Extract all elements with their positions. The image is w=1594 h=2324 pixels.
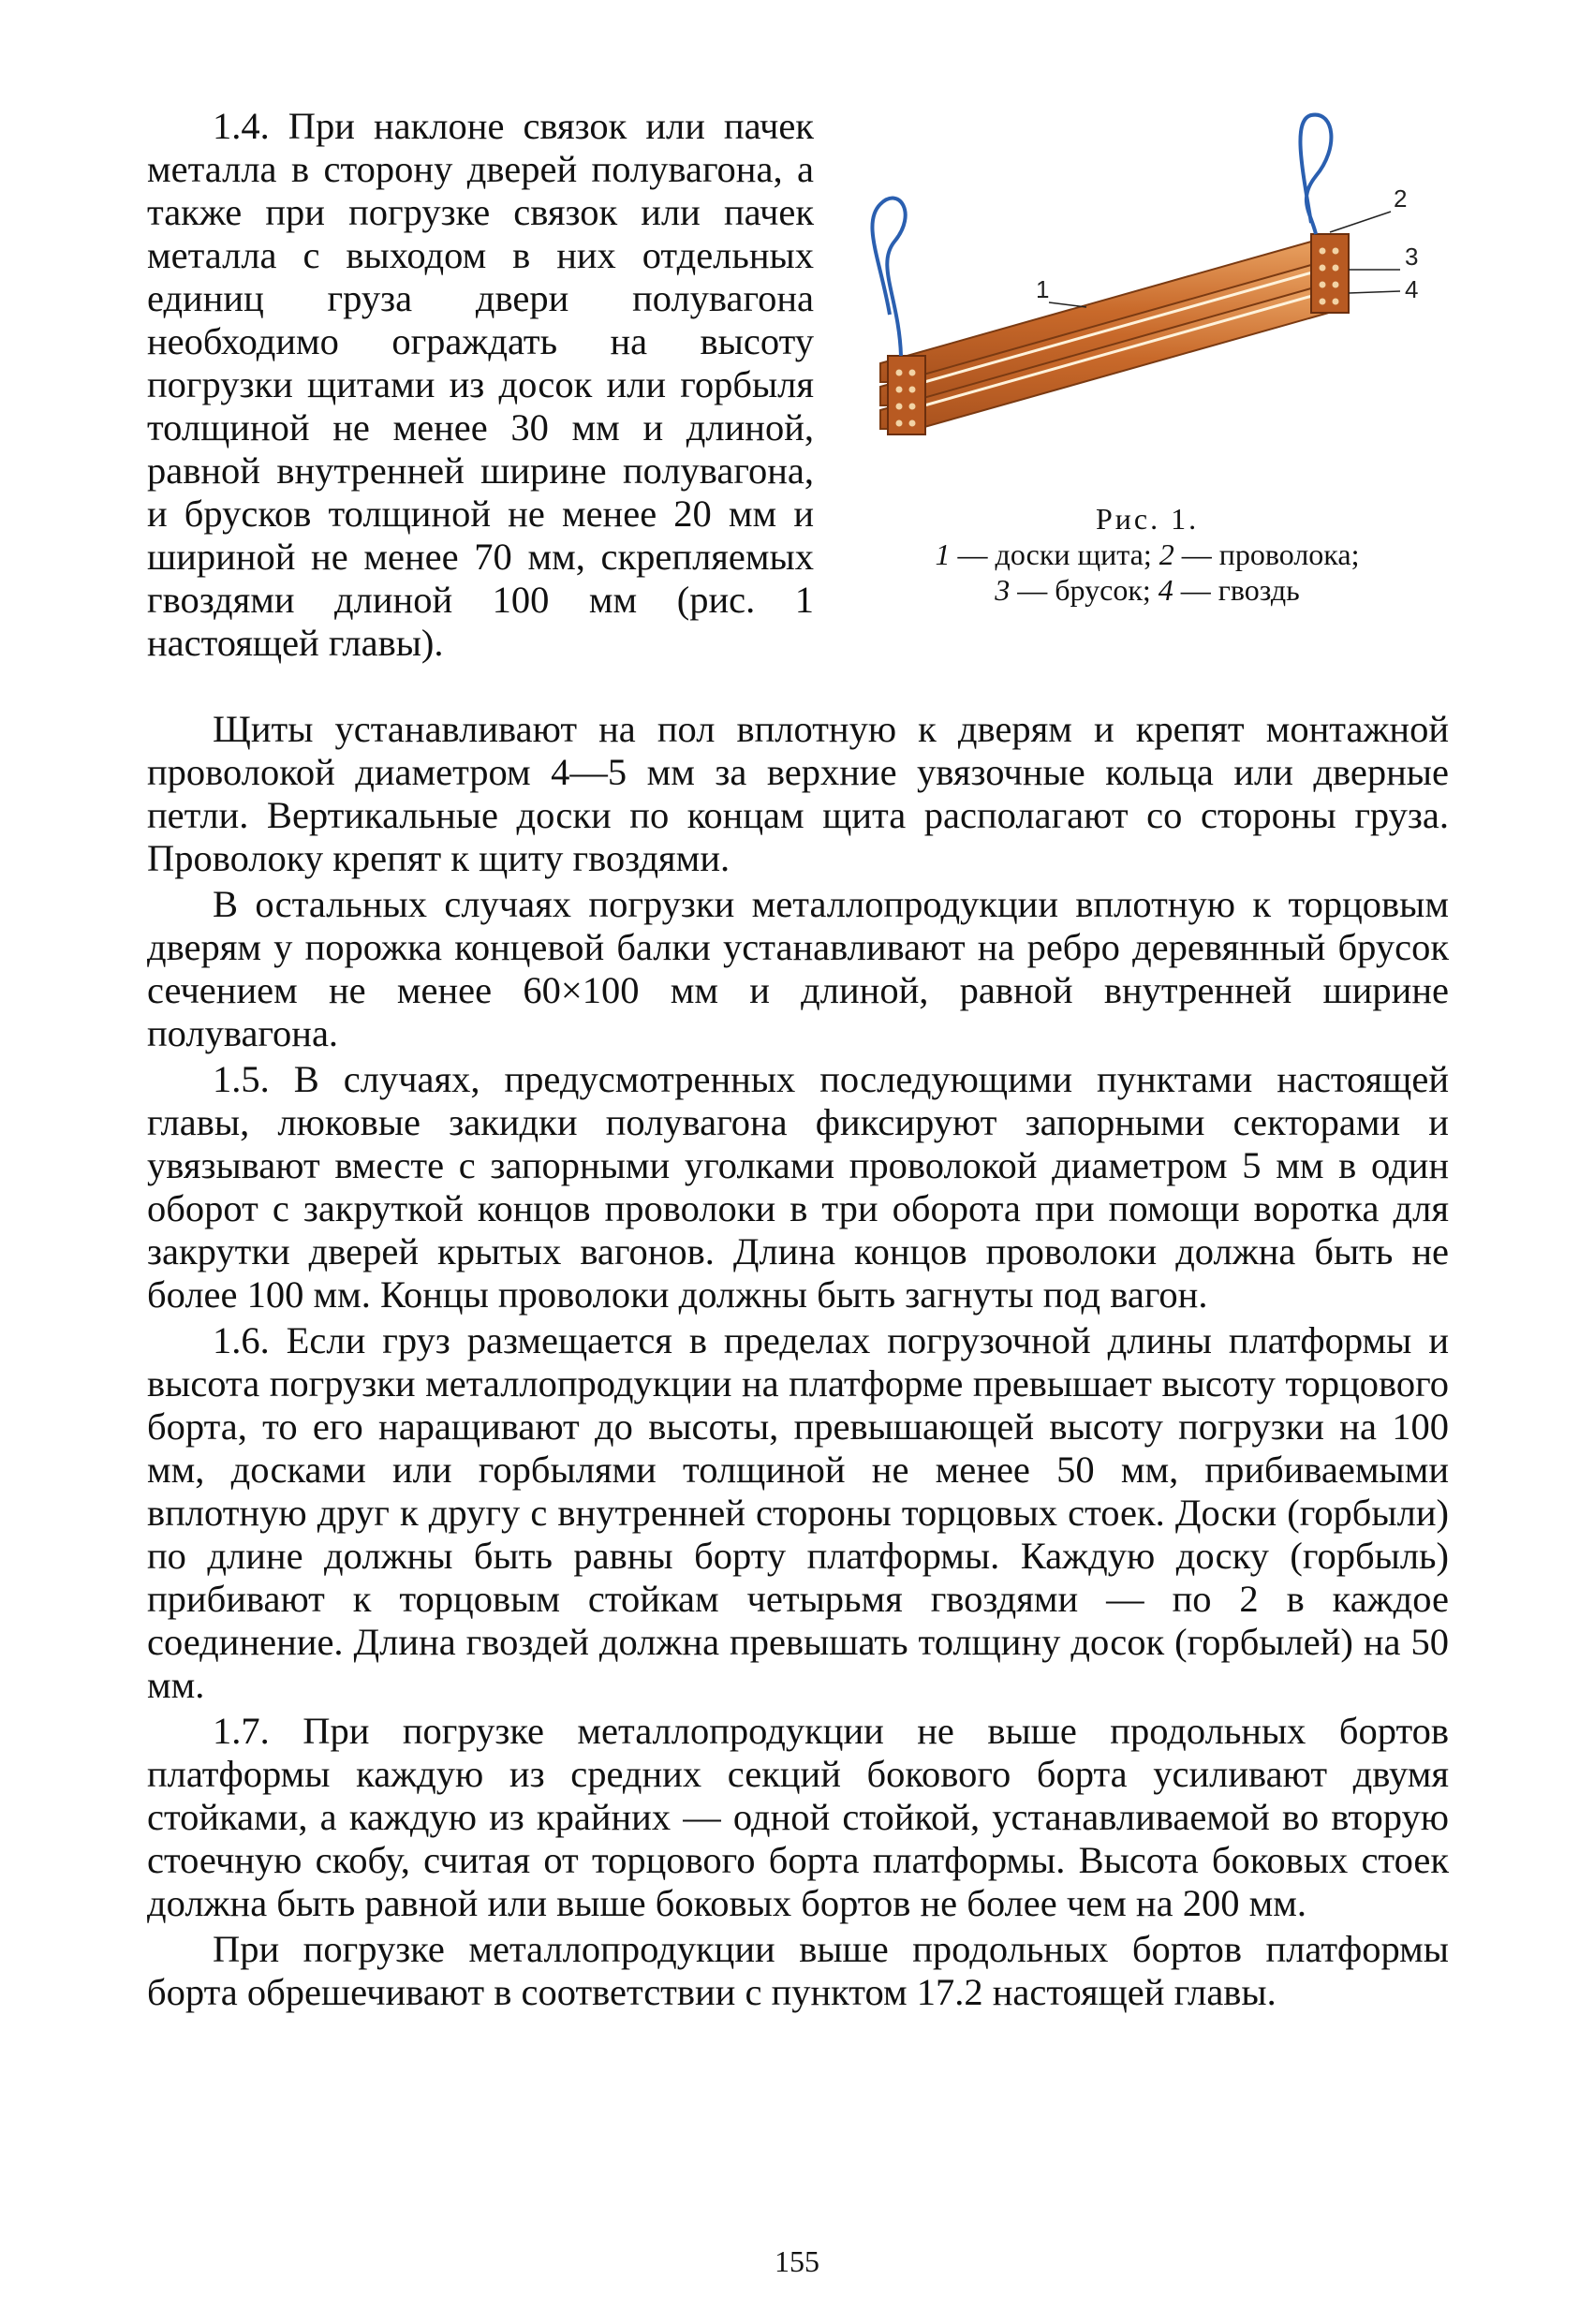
callout-2: 2 — [1394, 184, 1408, 213]
paragraph-shields-installation: Щиты устанавливают на пол вплотную к дверям и крепят монтажной проволокой диаметром 4—5 мм за верхние увязочные кольца или дверные петли. Вертикальные доски по концам щита располагают со стороны груза. Проволоку крепят к щиту гвоздями. — [147, 708, 1449, 879]
page-number: 155 — [775, 2244, 819, 2278]
shield-planks — [880, 242, 1349, 429]
section-1-4 — [147, 105, 814, 665]
paragraph-1-6: 1.6. Если груз размещается в пределах погрузочной длины платформы и высота погрузки металлопродукции на платформе превышает высоту торцового борта, то его наращивают до высоты, превышающей высоту погрузки на 100 мм, досками или горбылями толщиной не менее 50 мм, прибиваемыми вплотную друг к другу с внутренней стороны торцовых стоек. Доски (горбыли) по длине должны быть равны борту платформы. Каждую доску (горбыль) прибивают к торцовым стойкам четырьмя гвоздями — по 2 в каждое соединение. Длина гвоздей должна превышать толщину досок (горбылей) на 50 мм. — [147, 1319, 1449, 1706]
main-text — [147, 708, 1449, 2017]
paragraph-1-5: 1.5. В случаях, предусмотренных последующими пунктами настоящей главы, люковые закидки полувагона фиксируют запорными секторами и увязывают вместе с запорными уголками проволокой диаметром 5 мм в один оборот с закруткой концов проволоки в три оборота при помощи воротка для закрутки дверей крытых вагонов. Длина концов проволоки должна быть не более 100 мм. Концы проволоки должны быть загнуты под вагон. — [147, 1058, 1449, 1316]
figure-legend-line-2: 3 — брусок; 4 — гвоздь — [995, 573, 1300, 607]
paragraph-1-4: 1.4. При наклоне связок или пачек металла в сторону дверей полувагона, а также при погрузке связок или пачек металла с выходом в них отдельных единиц груза двери полувагона необходимо ограждать на высоту погрузки щитами из досок или горбыля толщиной не менее 30 мм и длиной, равной внутренней ширине полувагона, и брусков толщиной не менее 20 мм и шириной не менее 70 мм, скрепляемых гвоздями длиной 100 мм (рис. 1 настоящей главы). — [147, 105, 814, 664]
callout-1: 1 — [1036, 275, 1050, 303]
callout-4: 4 — [1405, 275, 1419, 303]
callout-3: 3 — [1405, 243, 1419, 271]
paragraph-other-cases: В остальных случаях погрузки металлопродукции вплотную к торцовым дверям у порожка концевой балки устанавливают на ребро деревянный брусок сечением не менее 60×100 мм и длиной, равной внутренней ширине полувагона. — [147, 883, 1449, 1054]
paragraph-above-sides: При погрузке металлопродукции выше продольных бортов платформы борта обрешечивают в соответствии с пунктом 17.2 настоящей главы. — [147, 1928, 1449, 2013]
paragraph-1-7: 1.7. При погрузке металлопродукции не выше продольных бортов платформы каждую из средних секций бокового борта усиливают двумя стойками, а каждую из крайних — одной стойкой, устанавливаемой во вторую стоечную скобу, считая от торцового борта платформы. Высота боковых стоек должна быть равной или выше боковых бортов не более чем на 200 мм. — [147, 1710, 1449, 1924]
figure-caption — [843, 501, 1452, 608]
figure-legend-line-1: 1 — доски щита; 2 — проволока; — [935, 537, 1360, 571]
figure-title: Рис. 1. — [1095, 502, 1200, 536]
